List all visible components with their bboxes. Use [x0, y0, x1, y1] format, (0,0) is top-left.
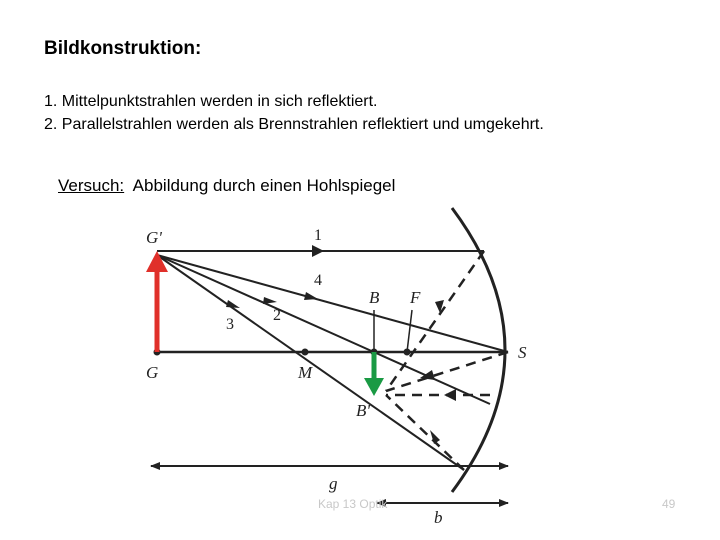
rule-item: 2. Parallelstrahlen werden als Brennstrahlen reflektiert und umgekehrt. — [44, 116, 544, 133]
ray-number-1: 1 — [314, 227, 322, 244]
ray-4 — [157, 255, 508, 352]
label-image-base: B — [369, 288, 380, 307]
reflected-ray-1 — [386, 251, 484, 391]
experiment-label: Versuch: — [58, 176, 125, 195]
ray-arrowhead — [263, 297, 277, 304]
ray-number-2: 2 — [273, 307, 281, 324]
footer-page-number: 49 — [662, 497, 676, 511]
ray-arrowhead — [226, 300, 240, 308]
center-point — [302, 349, 309, 356]
focus-marker — [407, 310, 412, 352]
image-arrowhead — [364, 378, 384, 396]
ray-number-4: 4 — [314, 272, 322, 289]
rule-item: 1. Mittelpunktstrahlen werden in sich reflektiert. — [44, 93, 378, 110]
ray-arrowhead — [312, 245, 324, 257]
label-object-distance: g — [329, 474, 338, 493]
ray-number-3: 3 — [226, 316, 234, 333]
label-image-top: B' — [356, 401, 371, 420]
label-object-base: G — [146, 363, 159, 382]
focus-point — [404, 349, 411, 356]
ray-arrowhead — [430, 430, 440, 444]
experiment-text: Abbildung durch einen Hohlspiegel — [132, 176, 396, 195]
label-center: M — [298, 363, 313, 382]
ray-arrowhead — [304, 292, 318, 300]
label-focus: F — [410, 288, 421, 307]
label-object-top: G' — [146, 228, 162, 247]
ray-2 — [157, 255, 490, 404]
reflected-ray-3 — [386, 395, 464, 470]
label-image-distance: b — [434, 508, 443, 527]
slide-title: Bildkonstruktion: — [44, 38, 202, 59]
footer-chapter: Kap 13 Optik — [318, 497, 388, 511]
label-vertex: S — [518, 343, 527, 362]
ray-arrowhead — [444, 389, 456, 401]
